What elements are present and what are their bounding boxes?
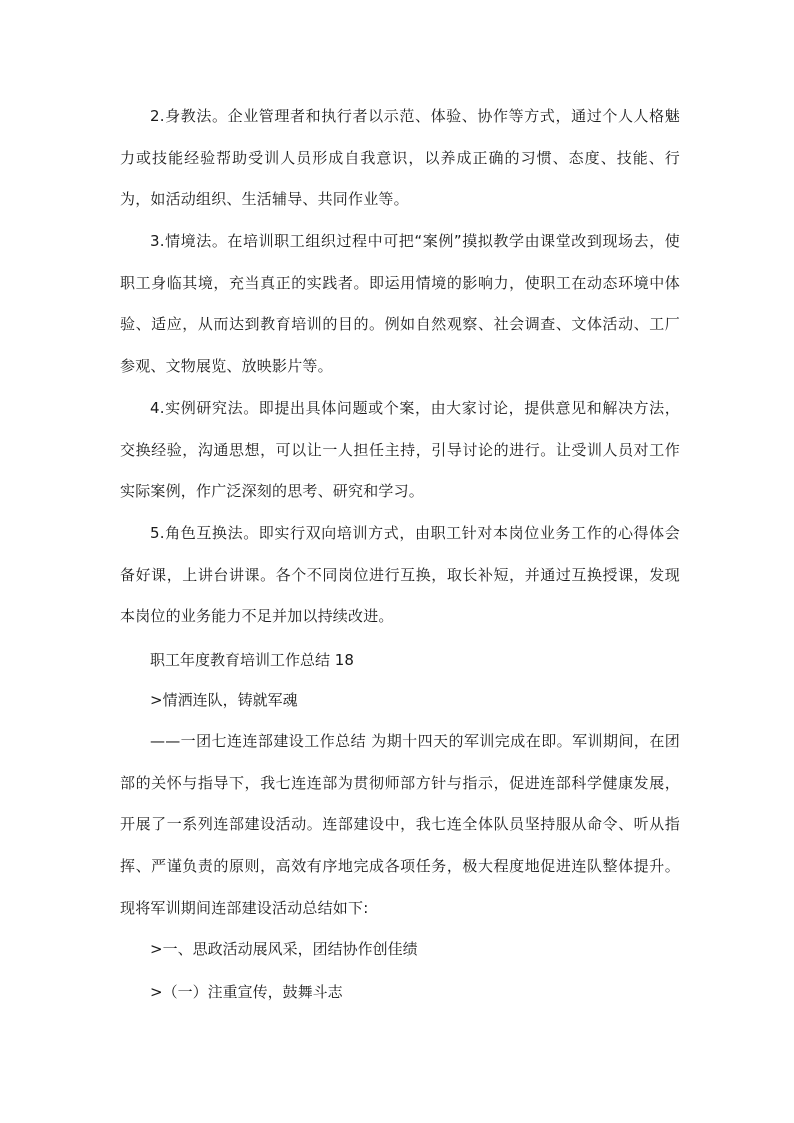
subheading-company-spirit: >情洒连队，铸就军魂 <box>150 691 298 709</box>
paragraph-company-summary: ——一团七连连部建设工作总结 为期十四天的军训完成在即。军训期间，在团部的关怀与指导下，我七连连部为贯彻师部方针与指示，促进连部科学健康发展，开展了一系列连部建设活动。连部建设中，我七连全体队员坚持服从命令、听从指挥、严谨负责的原则，高效有序地完成各项任务，极大程度地促进连队整体提升。现将军训期间连部建设活动总结如下: <box>120 732 680 917</box>
subheading-political-activities: >一、思政活动展风采，团结协作创佳绩 <box>150 940 418 958</box>
paragraph-situational-method: 3.情境法。在培训职工组织过程中可把“案例”摸拟教学由课堂改到现场去，使职工身临其境，充当真正的实践者。即运用情境的影响力，使职工在动态环境中体验、适应，从而达到教育培训的目的。例如自然观察、社会调查、文体活动、工厂参观、文物展览、放映影片等。 <box>120 232 680 376</box>
paragraph-role-exchange-method: 5.角色互换法。即实行双向培训方式，由职工针对本岗位业务工作的心得体会备好课，上讲台讲课。各个不同岗位进行互换，取长补短，并通过互换授课，发现本岗位的业务能力不足并加以持续改进。 <box>120 524 680 626</box>
paragraph-case-study-method: 4.实例研究法。即提出具体问题或个案，由大家讨论，提供意见和解决方法，交换经验，沟通思想，可以让一人担任主持，引导讨论的进行。让受训人员对工作实际案例，作广泛深刻的思考、研究和学习。 <box>120 399 680 501</box>
section-heading: 职工年度教育培训工作总结 18 <box>150 651 354 669</box>
paragraph-teaching-by-example: 2.身教法。企业管理者和执行者以示范、体验、协作等方式，通过个人人格魅力或技能经验帮助受训人员形成自我意识，以养成正确的习惯、态度、技能、行为，如活动组织、生活辅导、共同作业等。 <box>120 107 680 209</box>
subheading-publicity: >（一）注重宣传，鼓舞斗志 <box>150 983 343 1001</box>
